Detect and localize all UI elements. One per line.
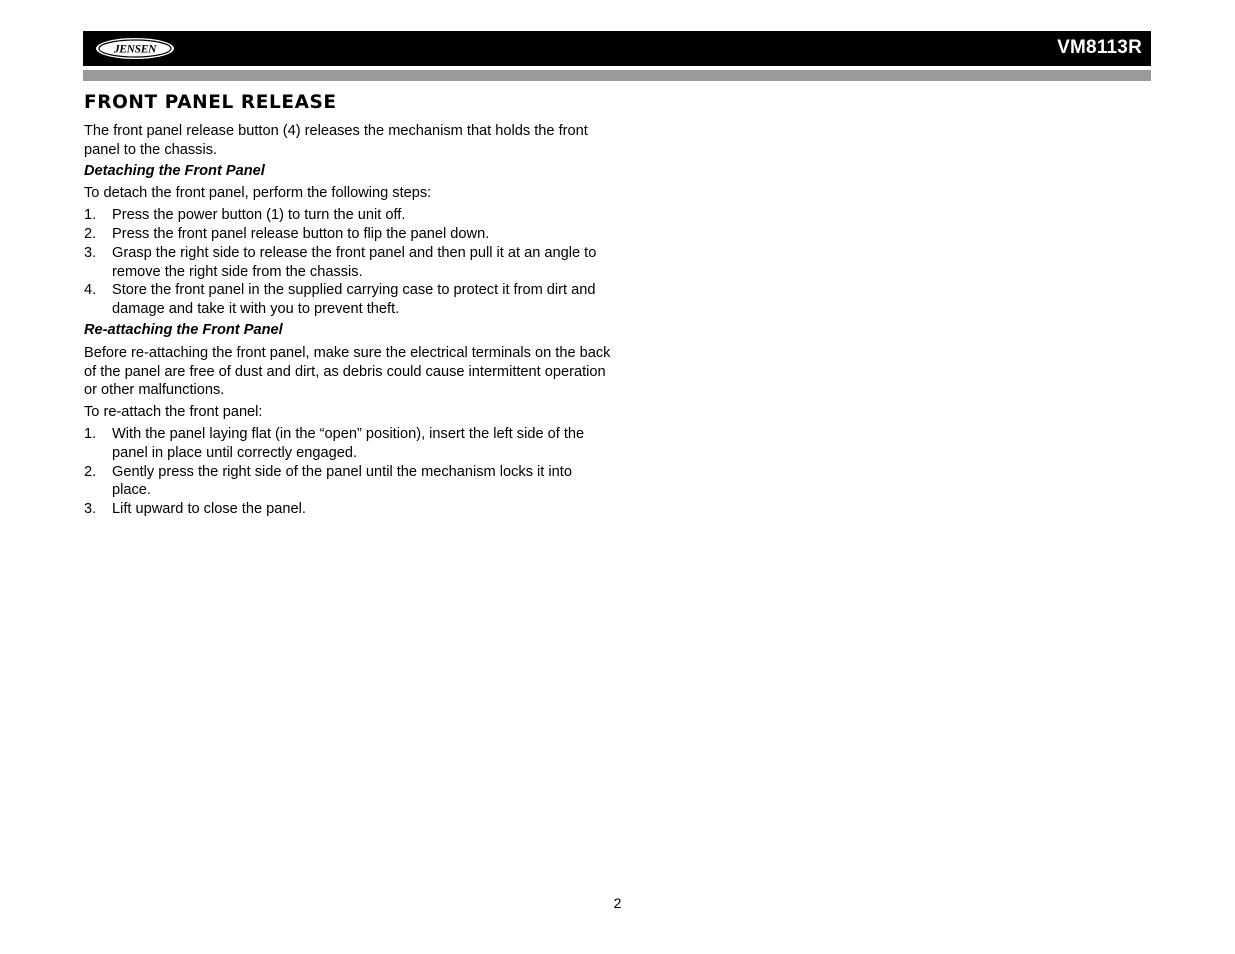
list-item — [84, 463, 614, 501]
list-item — [84, 225, 614, 244]
step-text: Store the front panel in the supplied carrying case to protect it from dirt and damage and take it with you to prevent theft. — [112, 282, 596, 318]
model-number: VM8113R — [1057, 37, 1142, 58]
step-text: Press the front panel release button to flip the panel down. — [112, 225, 490, 242]
page-header — [83, 31, 1151, 66]
step-text: Press the power button (1) to turn the unit off. — [112, 207, 406, 224]
reattach-steps — [84, 425, 614, 519]
step-text: Gently press the right side of the panel until the mechanism locks it into place. — [112, 463, 572, 499]
step-number: 2. — [84, 463, 97, 480]
reattach-lead: To re-attach the front panel: — [84, 404, 263, 421]
page-number: 2 — [613, 895, 622, 911]
list-item — [84, 500, 614, 519]
section-title: FRONT PANEL RELEASE — [84, 92, 337, 113]
list-item — [84, 425, 614, 463]
step-number: 1. — [84, 425, 97, 442]
intro-text: The front panel release button (4) releases the mechanism that holds the front panel to the chassis. — [84, 123, 588, 158]
list-item — [84, 206, 614, 225]
jensen-logo — [94, 36, 176, 61]
step-number: 2. — [84, 225, 97, 242]
step-number: 4. — [84, 282, 97, 299]
step-text: With the panel laying flat (in the “open” position), insert the left side of the panel in place until correctly engaged. — [112, 425, 585, 461]
reattach-heading: Re-attaching the Front Panel — [84, 321, 283, 338]
header-divider — [83, 70, 1151, 81]
detach-heading: Detaching the Front Panel — [84, 162, 265, 179]
list-item — [84, 281, 614, 319]
svg-text:JENSEN: JENSEN — [113, 43, 157, 56]
step-number: 1. — [84, 207, 97, 224]
main-content — [84, 92, 614, 519]
step-number: 3. — [84, 244, 97, 261]
step-text: Lift upward to close the panel. — [112, 501, 306, 518]
list-item — [84, 244, 614, 282]
detach-steps — [84, 206, 614, 319]
step-number: 3. — [84, 501, 97, 518]
detach-lead: To detach the front panel, perform the following steps: — [84, 185, 432, 202]
step-text: Grasp the right side to release the front panel and then pull it at an angle to remove the right side from the chassis. — [112, 244, 597, 280]
reattach-warning: Before re-attaching the front panel, make sure the electrical terminals on the back of the panel are free of dust and dirt, as debris could cause intermittent operation or other malfunctions. — [84, 344, 611, 399]
